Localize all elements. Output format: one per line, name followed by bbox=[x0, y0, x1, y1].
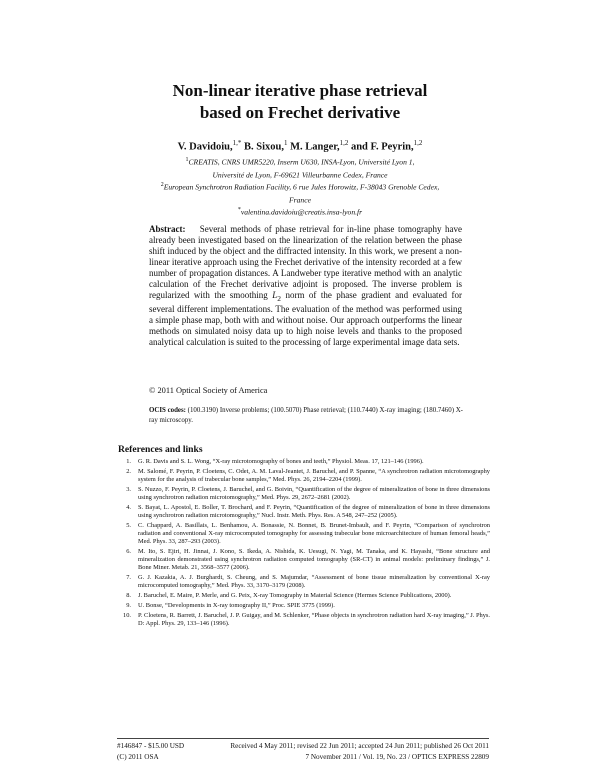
page-footer bbox=[117, 741, 489, 763]
author-name: and F. Peyrin, bbox=[350, 141, 414, 153]
reference-text: J. Baruchel, E. Maire, P. Merle, and G. Peix, X-ray Tomography in Material Science (Hermes Science Publications, 2000). bbox=[138, 592, 452, 600]
footer-row bbox=[117, 741, 489, 752]
reference-item bbox=[118, 458, 490, 466]
ocis-text: (100.3190) Inverse problems; (100.5070) Phase retrieval; (110.7440) X-ray imaging; (180.7460) X-ray microscopy. bbox=[149, 407, 463, 424]
affiliation-line: $^2$European Synchrotron Radiation Facility, 6 rue Jules Horowitz, F-38043 Grenoble Cedex, bbox=[160, 182, 440, 192]
author-name: M. Langer, bbox=[290, 141, 340, 153]
reference-item bbox=[118, 574, 490, 590]
norm-subscript: 2 bbox=[277, 293, 282, 303]
author-affiliation-mark: 1,* bbox=[232, 139, 242, 147]
publication-history: Received 4 May 2011; revised 22 Jun 2011; accepted 24 Jun 2011; published 26 Oct 2011 bbox=[230, 742, 489, 750]
reference-text: M. Salomé, F. Peyrin, P. Cloetens, C. Odet, A. M. Laval-Jeantet, J. Baruchel, and P. Spanne, “A synchrotron radiation microtomography system for the analysis of trabecular bone samples,” Med. Phys. 26, 2194–2204 (1999). bbox=[138, 467, 490, 483]
reference-item bbox=[118, 592, 490, 600]
affiliation-line: Université de Lyon, F-69621 Villeurbanne Cedex, France bbox=[212, 170, 388, 180]
reference-number: 9. bbox=[126, 602, 131, 609]
norm-symbol: L bbox=[272, 290, 278, 300]
reference-item bbox=[118, 522, 490, 547]
abstract-text-1: Several methods of phase retrieval for in-line phase tomography have already been investigated based on the linearization of the relation between the phase shift induced by the object and the diffracted intensity. In this work, we present a non-linear iterative approach using the Frechet derivative of the intensity recorded at a few number of propagation distances. A Landweber type iterative method with an analytic calculation of the Frechet derivative adjoint is proposed. The inverse problem is regularized with the smoothing bbox=[149, 224, 463, 300]
reference-number: 10. bbox=[123, 611, 131, 619]
abstract bbox=[149, 224, 462, 348]
reference-item bbox=[118, 486, 490, 502]
reference-number: 1. bbox=[126, 458, 131, 465]
reference-text: U. Bonse, “Developments in X-ray tomography II,” Proc. SPIE 3775 (1999). bbox=[138, 602, 335, 609]
author-name: V. Davidoiu, bbox=[177, 141, 233, 153]
reference-text: S. Nuzzo, F. Peyrin, P. Cloetens, J. Baruchel, and G. Boivin, “Quantification of the degree of mineralization of bone in three dimensions using synchrotron radiation microtomography,” Med. Phys. 29, 2672–2681 (2002). bbox=[138, 485, 490, 501]
reference-number: 6. bbox=[126, 548, 131, 555]
abstract-text-2: norm of the phase gradient and evaluated for several different implementations. The evaluation of the method was performed using a simple phase map, both with and without noise. Our approach outperforms the linear methods on simulated noisy data up to high noise levels and thanks to the proposed analytical calculation is suited to the processing of large experimental image data sets. bbox=[149, 290, 462, 347]
footer-rule bbox=[117, 738, 489, 739]
reference-number: 7. bbox=[126, 574, 131, 582]
copyright-notice: © 2011 Optical Society of America bbox=[149, 386, 268, 395]
author-affiliation-mark: 1,2 bbox=[413, 139, 423, 147]
author-affiliation-mark: 1,2 bbox=[339, 139, 349, 147]
reference-number: 4. bbox=[126, 503, 131, 511]
title-line-1: Non-linear iterative phase retrieval bbox=[172, 81, 428, 100]
reference-text: G. R. Davis and S. L. Wong, “X-ray microtomography of bones and teeth,” Physiol. Meas. 17, 121–146 (1996). bbox=[138, 458, 424, 465]
reference-item bbox=[118, 612, 490, 628]
reference-item bbox=[118, 468, 490, 484]
ocis-label: OCIS codes: bbox=[149, 407, 186, 414]
affiliation-line: France bbox=[289, 195, 311, 205]
reference-text: C. Chappard, A. Basillais, L. Benhamou, A. Bonassie, N. Bonnet, B. Brunet-Imbault, and F. Peyrin, “Comparison of synchrotron radiation and conventional X-ray microcomputed tomography for assessing trabecular bone microarchitecture of human femoral heads,” Med. Phys. 33, 287–293 (2003). bbox=[138, 521, 490, 546]
title-line-2: based on Frechet derivative bbox=[199, 103, 401, 122]
reference-item bbox=[118, 504, 490, 520]
reference-number: 5. bbox=[126, 521, 131, 529]
email-link[interactable]: valentina.davidoiu@creatis.insa-lyon.fr bbox=[240, 207, 363, 217]
author-affiliation-mark: 1 bbox=[283, 139, 288, 147]
reference-number: 2. bbox=[126, 467, 131, 475]
reference-number: 8. bbox=[126, 592, 131, 600]
reference-list bbox=[118, 458, 490, 630]
reference-item bbox=[118, 548, 490, 573]
article-id-price: #146847 - $15.00 USD bbox=[117, 742, 185, 750]
footer-copyright: (C) 2011 OSA bbox=[117, 753, 159, 761]
paper-title bbox=[0, 80, 600, 124]
ocis-codes bbox=[149, 406, 469, 425]
abstract-label: Abstract: bbox=[149, 224, 186, 234]
email-line: *valentina.davidoiu@creatis.insa-lyon.fr bbox=[237, 207, 363, 217]
reference-text: M. Ito, S. Ejiri, H. Jinnai, J. Kono, S. Ikeda, A. Nishida, K. Uesugi, N. Yagi, M. Tanaka, and K. Hayashi, “Bone structure and mineralization demonstrated using synchrotron radiation computed tomography (SR-CT) in animal models: preliminary findings,” J. Bone Miner. Metab. 21, 3568–3577 (2006). bbox=[138, 548, 490, 572]
reference-item bbox=[118, 602, 490, 610]
affiliations bbox=[0, 155, 600, 218]
reference-number: 3. bbox=[126, 485, 131, 493]
author-name: B. Sixou, bbox=[243, 141, 284, 153]
footer-row bbox=[117, 752, 489, 763]
affiliation-line: $^1$CREATIS, CNRS UMR5220, Inserm U630, INSA-Lyon, Université Lyon 1, bbox=[185, 157, 415, 167]
reference-text: S. Bayat, L. Apostol, E. Boller, T. Brochard, and F. Peyrin, “Quantification of the degree of mineralization of bone in three dimensions using synchrotron radiation microtomography,” Nucl. Instr. Meth. Phys. Res. A 548, 247–252 (2005). bbox=[138, 503, 490, 519]
author-list bbox=[0, 139, 600, 153]
reference-text: P. Cloetens, R. Barrett, J. Baruchel, J. P. Guigay, and M. Schlenker, “Phase objects in synchrotron radiation hard X-ray imaging,” J. Phys. D: Appl. Phys. 29, 133–146 (1996). bbox=[138, 611, 490, 627]
journal-citation: 7 November 2011 / Vol. 19, No. 23 / OPTICS EXPRESS 22809 bbox=[305, 753, 489, 761]
reference-text: G. J. Kazakia, A. J. Burghardt, S. Cheung, and S. Majumdar, “Assessment of bone tissue mineralization by conventional X-ray microcomputed tomography,” Med. Phys. 33, 3170–3179 (2008). bbox=[138, 574, 490, 590]
references-heading: References and links bbox=[118, 444, 203, 455]
